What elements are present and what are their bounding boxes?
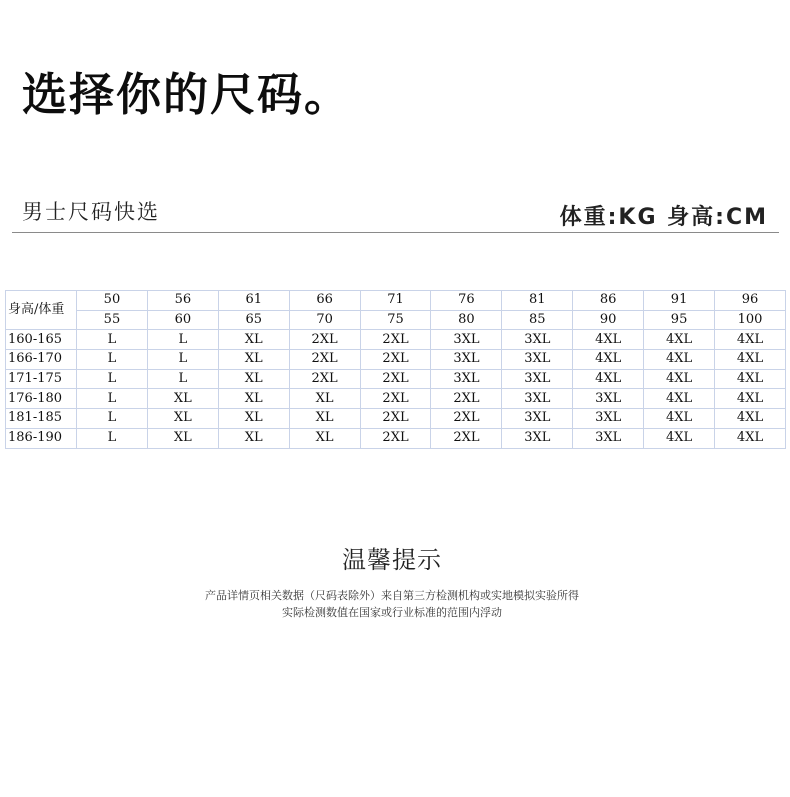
size-cell: 3XL <box>573 409 644 429</box>
weight-range-end-cell: 65 <box>218 310 289 330</box>
size-cell: 2XL <box>360 350 431 370</box>
size-cell: 4XL <box>644 428 715 448</box>
weight-range-start-cell: 66 <box>289 291 360 311</box>
size-cell: 2XL <box>289 369 360 389</box>
weight-range-start-cell: 91 <box>644 291 715 311</box>
weight-range-start-cell: 50 <box>77 291 148 311</box>
weight-range-start-cell: 96 <box>715 291 786 311</box>
size-cell: 4XL <box>644 409 715 429</box>
size-cell: L <box>147 330 218 350</box>
weight-range-end-cell: 90 <box>573 310 644 330</box>
size-cell: 3XL <box>502 428 573 448</box>
size-cell: XL <box>147 428 218 448</box>
size-cell: 3XL <box>431 350 502 370</box>
size-cell: L <box>77 369 148 389</box>
size-cell: 3XL <box>502 369 573 389</box>
weight-range-start-cell: 56 <box>147 291 218 311</box>
size-cell: XL <box>289 409 360 429</box>
weight-range-end-cell: 85 <box>502 310 573 330</box>
size-cell: 4XL <box>715 428 786 448</box>
size-cell: 3XL <box>431 330 502 350</box>
size-cell: 4XL <box>573 330 644 350</box>
size-cell: L <box>147 369 218 389</box>
size-cell: 4XL <box>644 330 715 350</box>
size-cell: 2XL <box>431 409 502 429</box>
size-cell: L <box>147 350 218 370</box>
table-row <box>6 291 786 311</box>
weight-range-end-cell: 70 <box>289 310 360 330</box>
table-row <box>6 428 786 448</box>
size-cell: 4XL <box>715 330 786 350</box>
section-heading: 男士尺码快选 <box>22 200 160 224</box>
height-range-cell: 171-175 <box>6 369 77 389</box>
size-cell: 4XL <box>715 409 786 429</box>
weight-range-end-cell: 55 <box>77 310 148 330</box>
tips-line: 实际检测数值在国家或行业标准的范围内浮动 <box>282 606 502 619</box>
size-cell: 4XL <box>715 350 786 370</box>
size-cell: 2XL <box>360 409 431 429</box>
table-row <box>6 409 786 429</box>
height-range-cell: 186-190 <box>6 428 77 448</box>
weight-range-end-cell: 60 <box>147 310 218 330</box>
size-cell: XL <box>218 389 289 409</box>
size-cell: 2XL <box>360 428 431 448</box>
corner-header-cell: 身高/体重 <box>6 291 77 330</box>
size-cell: 3XL <box>573 428 644 448</box>
weight-range-end-cell: 75 <box>360 310 431 330</box>
size-cell: XL <box>218 350 289 370</box>
weight-range-end-cell: 100 <box>715 310 786 330</box>
size-cell: 2XL <box>289 350 360 370</box>
size-table <box>5 290 786 449</box>
size-cell: 4XL <box>573 369 644 389</box>
table-row <box>6 310 786 330</box>
size-cell: 4XL <box>644 389 715 409</box>
height-range-cell: 176-180 <box>6 389 77 409</box>
size-cell: XL <box>218 330 289 350</box>
size-cell: L <box>77 350 148 370</box>
table-row <box>6 330 786 350</box>
size-cell: 3XL <box>502 330 573 350</box>
weight-range-start-cell: 86 <box>573 291 644 311</box>
size-cell: L <box>77 409 148 429</box>
size-cell: XL <box>218 409 289 429</box>
size-cell: XL <box>147 389 218 409</box>
weight-range-start-cell: 61 <box>218 291 289 311</box>
size-cell: 4XL <box>644 350 715 370</box>
size-cell: 4XL <box>715 389 786 409</box>
size-cell: 3XL <box>502 389 573 409</box>
size-cell: 4XL <box>715 369 786 389</box>
weight-range-start-cell: 71 <box>360 291 431 311</box>
weight-range-end-cell: 95 <box>644 310 715 330</box>
height-range-cell: 181-185 <box>6 409 77 429</box>
table-row <box>6 369 786 389</box>
units-note: 体重:KG 身高:CM <box>559 205 768 230</box>
size-cell: 2XL <box>289 330 360 350</box>
size-cell: 2XL <box>431 428 502 448</box>
size-cell: 3XL <box>431 369 502 389</box>
size-cell: 4XL <box>644 369 715 389</box>
size-cell: XL <box>147 409 218 429</box>
tips-title: 温馨提示 <box>342 546 442 574</box>
table-row <box>6 350 786 370</box>
size-cell: 2XL <box>431 389 502 409</box>
size-cell: 2XL <box>360 369 431 389</box>
size-cell: L <box>77 389 148 409</box>
divider <box>12 232 779 233</box>
size-cell: L <box>77 330 148 350</box>
size-cell: 4XL <box>573 350 644 370</box>
size-cell: 2XL <box>360 389 431 409</box>
page-title: 选择你的尺码。 <box>22 68 352 121</box>
size-cell: 2XL <box>360 330 431 350</box>
weight-range-start-cell: 81 <box>502 291 573 311</box>
size-cell: XL <box>218 428 289 448</box>
size-cell: L <box>77 428 148 448</box>
size-cell: 3XL <box>502 409 573 429</box>
weight-range-end-cell: 80 <box>431 310 502 330</box>
size-cell: XL <box>289 389 360 409</box>
tips-line: 产品详情页相关数据（尺码表除外）来自第三方检测机构或实地模拟实验所得 <box>205 589 579 602</box>
weight-range-start-cell: 76 <box>431 291 502 311</box>
size-cell: XL <box>218 369 289 389</box>
size-cell: 3XL <box>573 389 644 409</box>
height-range-cell: 166-170 <box>6 350 77 370</box>
height-range-cell: 160-165 <box>6 330 77 350</box>
size-cell: XL <box>289 428 360 448</box>
table-row <box>6 389 786 409</box>
size-cell: 3XL <box>502 350 573 370</box>
